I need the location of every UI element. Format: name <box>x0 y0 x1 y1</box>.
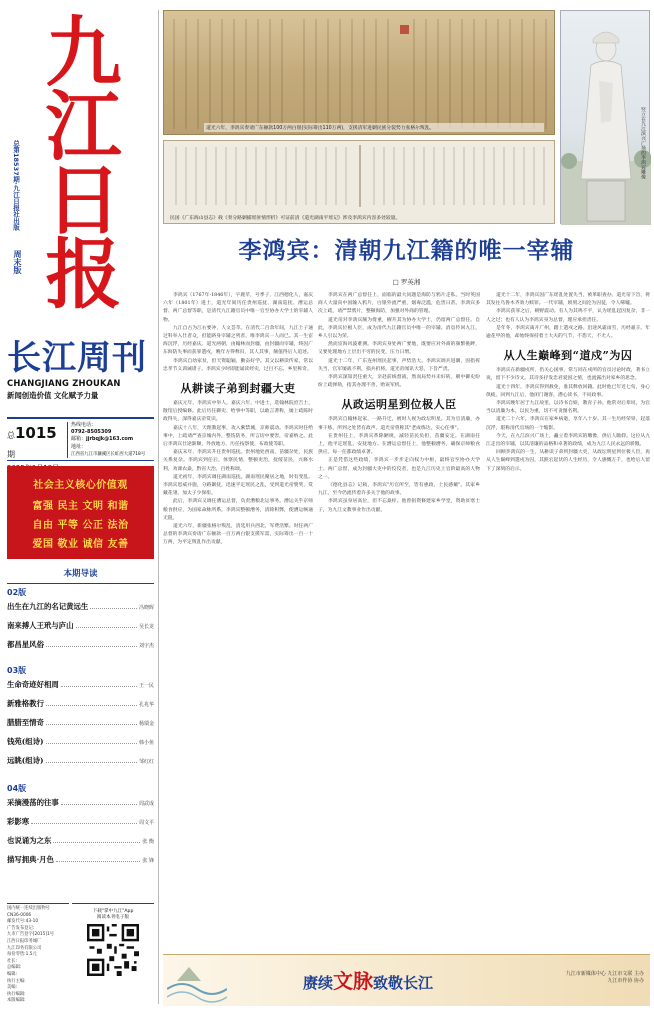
hotline-number: 0792-8505309 <box>71 429 112 436</box>
email-address[interactable]: jjrbqjk@163.com <box>86 436 134 443</box>
qr-caption-2: 阅读本刊电子版 <box>96 915 130 920</box>
toc-group-02 <box>7 587 154 667</box>
toc-item[interactable]: 描写拥典·月色 张 锋 <box>7 855 154 864</box>
masthead <box>10 12 148 392</box>
hotline-label: 热线电话： <box>71 422 97 428</box>
article-header <box>163 232 650 286</box>
qr-block <box>72 903 154 1007</box>
issue-total-label: 总 <box>7 431 15 440</box>
toc-item[interactable]: 采摘漫荡的往事 周武成 <box>7 798 154 807</box>
toc-page-04: 04版 <box>7 784 27 793</box>
section-heading-2: 从政运明星到位极人臣 <box>341 398 457 412</box>
weekend-label: 周末版 <box>13 250 22 274</box>
slogan: 新闻创造价值 文化赋予力量 <box>7 391 99 400</box>
column-divider <box>158 10 159 1004</box>
culture-banner <box>163 954 650 1006</box>
banner-organizers <box>566 971 644 985</box>
core-values-title: 社会主义核心价值观 <box>33 480 128 491</box>
toc <box>7 563 154 901</box>
photo-caption-2: 民国《广东海山县志》载《奏分路剿捕瑶匪情形折》可证前清《道光湖南平瑶记》涉及李鸿宾内容多处较量。 <box>170 216 401 221</box>
article-title: 李鸿宾：清朝九江籍的唯一宰辅 <box>238 238 575 264</box>
weekly-title-cn: 长江周刊 <box>7 338 147 378</box>
article-column-2: 李鸿宾在两广总督任上，面临的最大问题是海防与鸦片走私。当时英国商人大量向中国输入鸦片，白银外流严重，烟毒泛滥，危害日甚。李鸿宾多次上疏，请严禁鸦片，整顿海防，加强对外商的管理。 道光帝对李鸿宾颇为倚重，擢升其为协办大学士，仍留两广总督任。自此，李鸿宾位极人臣，成为清代九江籍官员中唯一的宰辅。消息传回九江，乡人引以为荣。 然而宦海风波难测。李鸿宾身处两广要地，既要应对外商的频繁挑衅，又要处理地方上层出不穷的民变，压力日增。 道光十二年，广东连州瑶民起事，声势浩大。李鸿宾调兵进剿，因指挥失当，官军屡战不利，损兵折将。道光帝闻讯大怒，下旨严责。 李鸿宾深知责任重大，亲赴前线督战，然而局势并未好转。朝中御史纷纷上疏弹劾，指其办理不善，贻误军机。 从政运明星到位极人臣 李鸿宾自翰林起家，一路升迁，被时人视为政坛明星。其为官清廉，办事干练，所到之处皆有政声。道光帝曾称其"老成练达，实心任事"。 在贵州任上，李鸿宾革除陋规，减轻苗民负担，苗疆安定。在湖南任上，他平定瑶乱，安抚地方。在漕运总督任上，他整顿漕务，确保京师粮食供应。每一任都政绩卓著。 正是凭借这些政绩，李鸿宾一步步走向权力中枢，最终官至协办大学士、两广总督，成为封疆大吏中的佼佼者，也是九江历史上官阶最高的人物之一。 《德化县志》记载，李鸿宾"历官所至，皆有惠政，士民感戴"。其家乡九江，至今仍流传着许多关于他的故事。 李鸿宾虽身居高位，但不忘桑梓。他曾捐资修建家乡学堂，资助贫寒士子，为九江文教事业作出贡献。 <box>318 293 480 513</box>
masthead-side-info: 总第18537期·九江日报社出版 <box>12 140 20 231</box>
toc-title: 本期导读 <box>7 563 154 584</box>
toc-item[interactable]: 也说诵为之东 张 衡 <box>7 836 154 845</box>
email-label: 邮箱： <box>71 436 87 443</box>
toc-item[interactable]: 腊腊至情奇 杨瑞金 <box>7 718 154 727</box>
section-heading-3: 从人生巅峰到“道戍”为囚 <box>503 349 633 363</box>
photo-caption-1: 道光六年，李鸿宾奏请广东额款100万两白银(实际筹出110万两)，支援清军进剿民族分裂势力张格尔叛乱。 <box>204 123 544 132</box>
article-author: □ 罗英湘 <box>392 278 421 286</box>
toc-page-02: 02版 <box>7 588 27 597</box>
footer-info: 国内统一连续出版物号 CN36-0006 邮发代号:43-10 广告发布登记: 九市广告登字[2015]1号 江西日报印务城厂 九江印务有限公司 每份零售:1.5元 社长: 总编辑: 编辑: 执行主编: 美编: 执行编辑: 本版编辑: <box>7 903 69 1007</box>
contact-block <box>67 422 155 458</box>
toc-item[interactable]: 南来搏人王玳与庐山 吴长龙 <box>7 621 154 630</box>
core-values-box <box>7 466 154 559</box>
toc-item[interactable]: 钱苑(组诗) 韩小鱼 <box>7 737 154 746</box>
banner-right: 致敬长江 <box>373 974 434 992</box>
toc-page-03: 03版 <box>7 666 27 675</box>
weekly-header <box>7 338 147 401</box>
banner-org-2: 九江市作协 协办 <box>607 978 644 984</box>
memorial-photo-1 <box>163 10 555 135</box>
toc-item[interactable]: 彩影寒 周文平 <box>7 817 154 826</box>
banner-left: 赓续 <box>303 974 334 992</box>
core-values-line-2: 自由 平等 公正 法治 <box>32 520 129 531</box>
core-values-line-1: 富强 民主 文明 和谐 <box>32 501 129 512</box>
manuscript-icon <box>164 11 556 136</box>
toc-item[interactable]: 远眺(组诗) 邹红红 <box>7 756 154 765</box>
core-values-line-3: 爱国 敬业 诚信 友善 <box>32 539 129 550</box>
banner-org-1: 九江市新媒体中心 九江市文联 主办 <box>565 971 644 977</box>
issue-box <box>7 417 154 461</box>
section-heading-1: 从耕读子弟到封疆大吏 <box>180 382 296 396</box>
toc-group-03 <box>7 665 154 785</box>
photo-caption-3: 竖立在九江滨兴广场的李鸿宾雕像 <box>640 107 645 179</box>
document-icon <box>164 141 556 211</box>
statue-photo <box>560 10 650 224</box>
river-icon <box>167 959 227 1003</box>
address: 江西省九江市濂溪区长虹西大道718号 <box>71 451 146 457</box>
toc-item[interactable]: 生命奇迹好相周 王一民 <box>7 680 154 689</box>
address-label: 地址： <box>71 443 87 450</box>
weekly-title-en: CHANGJIANG ZHOUKAN <box>7 378 121 388</box>
toc-item[interactable]: 新雅格教行 孔兆华 <box>7 699 154 708</box>
toc-group-04 <box>7 783 154 893</box>
issue-qi-label: 期 <box>7 450 15 459</box>
banner-text <box>303 965 433 994</box>
qr-code-icon[interactable] <box>87 924 139 976</box>
toc-item[interactable]: 出生在九江的名记黄远生 冯晓晖 <box>7 602 154 611</box>
statue-icon <box>561 11 651 225</box>
banner-mid: 文脉 <box>333 969 374 993</box>
qr-caption-1: 下载"掌中九江"App <box>92 909 134 914</box>
memorial-photo-2 <box>163 140 555 224</box>
issue-number: 1015 <box>15 424 57 442</box>
masthead-title: 九江日报 <box>33 12 122 308</box>
article-column-3: 道光十二年，李鸿宾因广东瑶乱处置失当，被革职查办。道光帝下旨，将其发往乌鲁木齐效力赎罪。一代宰辅，顷刻之间沦为囚徒，令人唏嘘。 李鸿宾获罪之后，朝野震动。有人为其鸣不平，认为瑶乱起因复杂，非一人之过；也有人认为李鸿宾身为总督，理应承担责任。 是年冬，李鸿宾离开广州，踏上遣戍之路。沿途风霜雨雪，历经艰辛。年逾花甲的他，却始终保持着士大夫的气节，不怨天，不尤人。 从人生巅峰到“道戍”为囚 李鸿宾在新疆戍所，仍关心国事，常与同在戍所的官员讨论时政，著书立说，留下不少诗文。其诗多抒发忠君爱国之情，也流露出对家乡的思念。 道光十四年，李鸿宾得到赦免，准其释放回籍。此时他已年近七旬，身心俱疲。回到九江后，他闭门谢客，潜心读书，不问政事。 李鸿宾晚年居于九江故里，以诗书自娱，教育子孙。他常对后辈说，为官当以清廉为本，以民为重，切不可贪图名利。 道光二十六年，李鸿宾在家乡病逝，享年八十岁。其一生历经荣辱，起落沉浮，堪称清代官场的一个缩影。 今天，在九江滨兴广场上，矗立着李鸿宾的雕像，供后人瞻仰。这位从九江走出的宰辅，以其清廉的品格和卓著的政绩，成为九江人民永远的骄傲。 回顾李鸿宾的一生，从耕读子弟到封疆大吏，从政坛明星到位极人臣，再从人生巅峰到遣戍为囚，其跌宕起伏的人生经历，令人感慨万千，也给后人留下了深刻的启示。 <box>486 293 650 472</box>
article-column-1: 李鸿宾（1767年-1846年），字鹿苹，号季子，江西德化人，嘉庆六年（1801年）进士，道光年间历任贵州巡抚、湖南巡抚、漕运总督、两广总督等职，是清代九江籍官员中唯一官至协办大学士的宰辅人物。 九江自古为江右要冲，人文荟萃。在清代二百余年间，九江士子通过科举入仕者众，但能跻身宰辅之列者，唯李鸿宾一人而已。其一生宦海沉浮，历经嘉庆、道光两朝，由翰林而封疆，由封疆而宰辅，终因广东海防失事而获罪遣戍，晚年方得释归，其人其事，颇值得后人追述。 李鸿宾自幼家贫，但天资聪颖，勤奋好学。其父以耕读传家，常以忠孝节义训诫诸子。李鸿宾少时即能诵读经史，过目不忘，乡里称奇。 从耕读子弟到封疆大吏 嘉庆元年，李鸿宾中举人。嘉庆六年，中进士，选翰林院庶吉士，散馆后授编修。此后历任御史、给事中等职，以敢言著称，屡上疏陈时政得失，深得嘉庆帝赏识。 嘉庆十八年，天理教起事，攻入紫禁城，京师震动。李鸿宾时任给事中，上疏请严查京城内外，整饬防务，所言切中要害，帝嘉纳之。此后李鸿宾仕途渐顺，外放地方，历任按察使、布政使等职。 嘉庆末年，李鸿宾升任贵州巡抚。贵州地处西南，苗疆杂处，民族关系复杂。李鸿宾到任后，体察民情，整顿吏治，抚绥苗民，兴修水利，劝课农桑，黔省大治，百姓称颂。 道光初年，李鸿宾调任湖南巡抚。湖南瑶民聚居之地，时有变乱。李鸿宾恩威并施，分路剿抚，迅速平定瑶民之乱，受到道光帝褒奖，赏戴花翎，加太子少保衔。 此后，李鸿宾又调任漕运总督，负责漕粮北运事务。漕运关乎京师粮食供应，为国家命脉所系。李鸿宾整顿漕务，清除积弊，使漕运畅通无阻。 道光六年，新疆张格尔叛乱，清廷用兵西北，军费浩繁。时任两广总督的李鸿宾奏请广东额款一百万两白银支援军需，实际筹出一百一十万两，为平定叛乱作出贡献。 <box>163 293 313 546</box>
toc-item[interactable]: 都昌星风俗 刘宇杰 <box>7 640 154 649</box>
